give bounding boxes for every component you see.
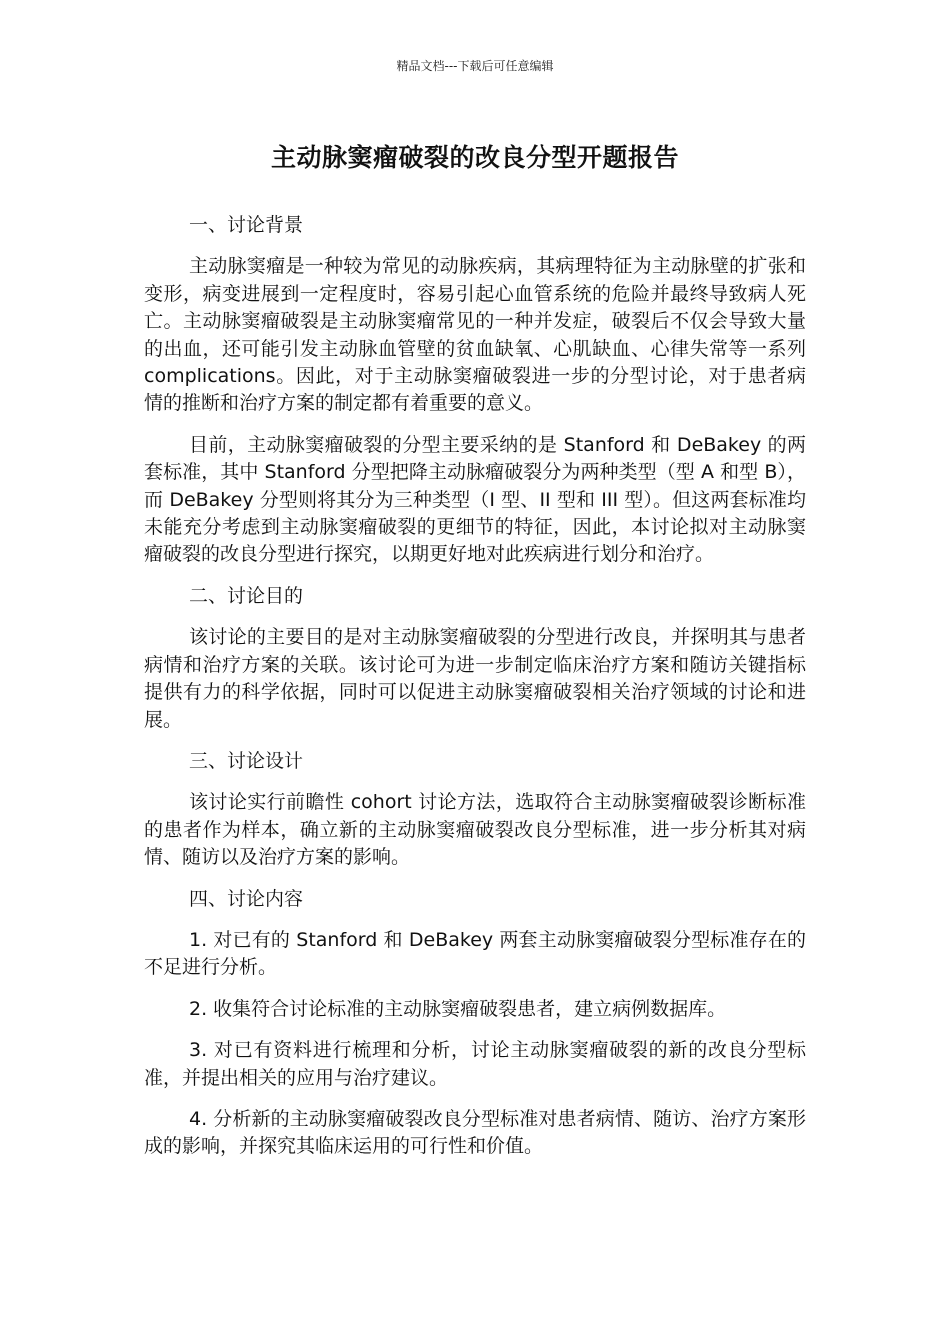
page-header: 精品文档---下载后可任意编辑: [396, 59, 554, 73]
section-heading: 一、讨论背景: [189, 214, 304, 236]
page-title: 主动脉窦瘤破裂的改良分型开题报告: [270, 143, 679, 172]
list-item: 4. 分析新的主动脉窦瘤破裂改良分型标准对患者病情、随访、治疗方案形成的影响，并探究其临床运用的可行性和价值。: [144, 1107, 806, 1158]
section-purpose: [144, 583, 806, 734]
list-item: 1. 对已有的 Stanford 和 DeBakey 两套主动脉窦瘤破裂分型标准存在的不足进行分析。: [144, 928, 806, 979]
list-item: 3. 对已有资料进行梳理和分析，讨论主动脉窦瘤破裂的新的改良分型标准，并提出相关的应用与治疗建议。: [144, 1039, 806, 1089]
section-background: [144, 212, 806, 569]
section-heading: 四、讨论内容: [189, 887, 304, 910]
section-content: [144, 886, 806, 1161]
section-heading: 二、讨论目的: [189, 584, 304, 607]
paragraph: 该讨论实行前瞻性 cohort 讨论方法，选取符合主动脉窦瘤破裂诊断标准的患者作为样本，确立新的主动脉窦瘤破裂改良分型标准，进一步分析其对病情、随访以及治疗方案的影响。: [144, 791, 806, 869]
paragraph: 该讨论的主要目的是对主动脉窦瘤破裂的分型进行改良，并探明其与患者病情和治疗方案的关联。该讨论可为进一步制定临床治疗方案和随访关键指标提供有力的科学依据，同时可以促进主动脉窦瘤破裂相关治疗领域的讨论和进展。: [144, 626, 806, 731]
section-design: [144, 748, 806, 872]
list-item: 2. 收集符合讨论标准的主动脉窦瘤破裂患者，建立病例数据库。: [189, 997, 727, 1020]
paragraph: 目前，主动脉窦瘤破裂的分型主要采纳的是 Stanford 和 DeBakey 的两套标准，其中 Stanford 分型把降主动脉瘤破裂分为两种类型（型 A 和型 B），而 DeBakey 分型则将其分为三种类型（I 型、II 型和 III 型）。但这两套标准均未能充分考虑到主动脉窦瘤破裂的更细节的特征，因此，本讨论拟对主动脉窦瘤破裂的改良分型进行探究，以期更好地对此疾病进行划分和治疗。: [144, 433, 806, 566]
section-heading: 三、讨论设计: [189, 749, 304, 772]
document-body: [144, 212, 806, 1175]
paragraph: 主动脉窦瘤是一种较为常见的动脉疾病，其病理特征为主动脉壁的扩张和变形，病变进展到一定程度时，容易引起心血管系统的危险并最终导致病人死亡。主动脉窦瘤破裂是主动脉窦瘤常见的一种并发症，破裂后不仅会导致大量的出血，还可能引发主动脉血管壁的贫血缺氧、心肌缺血、心律失常等一系列 complications。因此，对于主动脉窦瘤破裂进一步的分型讨论，对于患者病情的推断和治疗方案的制定都有着重要的意义。: [144, 255, 806, 415]
